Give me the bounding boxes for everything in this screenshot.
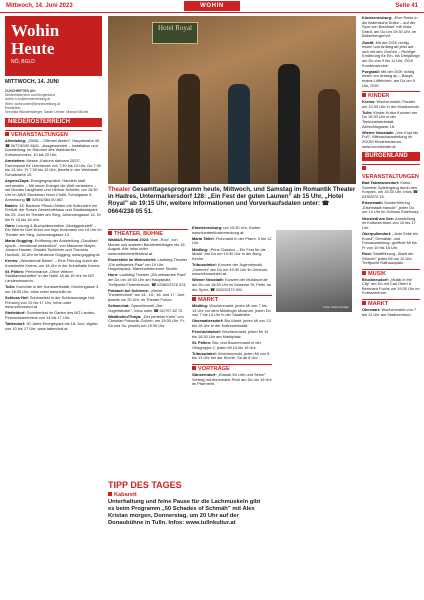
listing-entry xyxy=(362,111,420,129)
entry-text: „Eine Reise in die Italienische Kultur – auf der Spur von Buddhas” mit Viola Drarä, am Do um 19:30 Uhr, im Babenbergerhof. xyxy=(362,16,418,39)
entry-place: Tribuswinkel: xyxy=(192,350,217,356)
middle-column xyxy=(108,16,356,596)
contact-title: ZUSCHRIFTEN AN: xyxy=(5,89,36,93)
category-header xyxy=(362,164,420,181)
entry-text: Konzert der Musikschule am Do um 18:30 Uhr im Museum St. Peter an der Sperr, ☎ 02622/373 901. xyxy=(192,277,271,292)
listing-entry xyxy=(362,70,420,88)
entry-text: 30 Jahre Energiepark bis 18. Juni, täglich von 10 bis 17 Uhr, www.tattendorf.at. xyxy=(5,321,98,331)
left-column xyxy=(5,16,102,596)
entry-place: Wiener Neustadt: xyxy=(362,129,394,135)
square-icon xyxy=(362,271,366,275)
listing xyxy=(5,139,102,331)
section-label: WOHIN xyxy=(184,1,240,11)
entry-place: Allentsteig: xyxy=(5,138,27,144)
theater-photo xyxy=(108,16,356,184)
listing-entry xyxy=(362,41,420,69)
page-number: Seite 41 xyxy=(395,3,418,9)
entry-place: Oberwaltersdorf: xyxy=(192,318,224,324)
entry-text: Wochenmarkt-Theater um 10:30 Uhr in der Musikschule. xyxy=(362,99,420,109)
listing-entry xyxy=(108,289,188,303)
square-icon xyxy=(192,297,196,301)
listing-entry xyxy=(5,239,102,257)
entry-place: Wiener Neustadt: xyxy=(192,277,224,283)
entry-text: Flohmarkt in der Pfarre, 9 bis 12 Uhr. xyxy=(192,235,272,246)
category-label: VERANSTALTUNGEN xyxy=(11,132,68,139)
listing-entry xyxy=(5,159,102,177)
entry-text: Lesung & Buchpräsentation „Musiggedudelt” – Ein Wiener Dorf-Krimi von Inge Kutzmann um 19 Uhr im Theater am Steg, Johannesgasse 14. xyxy=(5,222,102,237)
entry-text: Kultur-Sommer-Spielergang durch den Kurpark, um 15:30 Uhr, Infos ☎ 03353/70 15. xyxy=(362,180,418,199)
contact-line: Wien: wohin.wien@kronenzeitung.at xyxy=(5,101,60,106)
listing-entry xyxy=(362,217,420,231)
listing xyxy=(192,304,272,361)
contact-line: Veronika Wundersberger, Sarah Lehner, Manuel Michel xyxy=(5,110,89,115)
listing-entry xyxy=(108,273,188,287)
tip-category-label: Kabarett xyxy=(114,492,137,498)
listing-entry xyxy=(362,252,420,266)
entry-text: „Der perfekte Kreis” von Christian Potocnik-Grüner, um 19:30 Uhr, Fr, Sa und So, jeweils um 19:30 Uhr. xyxy=(108,313,185,329)
listing-entry xyxy=(192,319,272,328)
entry-text: „Musik in the City” am Do mit Carl Oberl & Bernhard Fuchs um 19:30 Uhr im Kulturzentrum. xyxy=(362,276,420,296)
category-label: VORTRÄGE xyxy=(198,366,230,372)
actor-figure xyxy=(318,89,340,184)
entry-text: „Prinz Classico – Ein Fest für die Musik” am Do um 19:30 Uhr in der Burg-Kirche. xyxy=(192,246,266,261)
listing-entry xyxy=(5,204,102,222)
entry-text: Laufsteg-Theater „Ein seltsames Paar” am Do um 19:30 Uhr am Hauptplatz, Treffpunkt Florentineum, ☎ 02982/2376 374. xyxy=(108,272,187,287)
listing-entry xyxy=(108,238,188,256)
category-label: VERANSTALTUNGEN xyxy=(362,174,419,181)
listing-entry xyxy=(362,308,420,317)
listing xyxy=(362,100,420,149)
contact-line: Redaktion: xyxy=(5,105,22,110)
comedian-photo xyxy=(276,230,352,312)
actor-figure xyxy=(278,64,300,184)
entry-text: Sonderführung „Eisenstadt barockt”, jeden Do um 14 Uhr im Schloss Esterhazy. xyxy=(362,200,420,215)
entry-place: Eisenstadt: xyxy=(362,200,383,206)
listing-entry xyxy=(5,179,102,202)
masthead-logo xyxy=(5,16,102,76)
region-header: BURGENLAND xyxy=(362,152,420,161)
page-header xyxy=(0,0,424,13)
region-header: NIEDERÖSTERREICH xyxy=(5,118,102,127)
entry-text: Operettenzelt „Der Vogelhändler”, Infos unter ☎ 01/707 82 72. xyxy=(108,303,184,313)
entry-place: Mödling: xyxy=(192,246,209,252)
listing-entry xyxy=(5,270,102,284)
listing-entry xyxy=(5,311,102,320)
listing-entry xyxy=(108,258,188,272)
entry-text: Energiegespräch: Handeln statt verhandeln – Mit neuer Energie die Welt verändern – mit Monika Langthaler und Helmut Schüller, um 18:30 Uhr im AWS Stockerau Hoch Cridlit, Schulgasse 5, Anmeldung ☎ 02916/384 00 867. xyxy=(5,178,98,202)
entry-text: Stadtführung „Stadt der Störche” jeden Mi um 10 Uhr, Treffpunkt Rathausplatz. xyxy=(362,250,414,266)
entry-place: Krems: xyxy=(5,258,19,264)
entry-place: St. Pölten: xyxy=(192,340,212,346)
photo-credit: Foto: Julius Kristan xyxy=(323,305,349,310)
entry-text: 15. Badener Pflock-Gärten mit Kulturwien ein Freiluft, der Roses Gemeindehaus und Stadtwaldpark bis 25. Juni im Theater am Steg, Johannesgasse 14, Di bis Fr 16 bis 18 Uhr. xyxy=(5,202,101,222)
category-label: KINDER xyxy=(368,93,390,100)
entry-text: „Klassik für Leib und Seele”, Vortrag mit Annemarie Pricil am Do um 19 Uhr im Pfarrheim. xyxy=(192,372,272,387)
actor-figure xyxy=(178,74,200,184)
listing-entry xyxy=(192,341,272,350)
header-date: Mittwoch, 14. Juni 2023 xyxy=(6,3,73,9)
entry-place: Oberwart: xyxy=(362,307,381,313)
entry-text: Konzert der Jugendmusik „Sommer” am Do um 19:30 Uhr im Zentrum, www.tribuswinkel.at. xyxy=(192,261,269,277)
entry-text: Wochenmarkt, jeden Mi von 8 bis 13 Uhr bei der Kirche, Sa ab 8 Uhr. xyxy=(192,350,270,361)
entry-text: Bio- und Bauernmarkt in der Ortsgruppe 2, jeden Mi 15 bis 19 Uhr. xyxy=(192,340,262,350)
entry-place: Gars: xyxy=(5,222,16,228)
listing-entry xyxy=(5,139,102,157)
entry-place: Waidhofen/Thaya: xyxy=(108,313,142,319)
entry-text: „Von Kopf bis Fuß”, Mitmachausstellung im ZOOM Kindermuseum, www.zoomkinder.at. xyxy=(362,129,419,149)
contact-line: Niederösterreich und Burgenland xyxy=(5,93,55,98)
square-icon xyxy=(362,301,366,305)
category-label: MUSIK xyxy=(368,270,387,277)
lead-body: Gesamttagesprogramm heute, Mittwoch, und Samstag im Romantik Theater in Hadres, Untermarkersdorf 128: „Ein Fest der guten Launen” ab 15 Uhr, „Hotel Royal” ab 19:15 Uhr, weitere Informationen und Vorverkaufsdaten unter: ☎ 0664/238 05 51. xyxy=(108,186,356,215)
right-column xyxy=(362,16,420,596)
entry-place: Enzersfeld im Weinviertel: xyxy=(108,256,157,262)
entry-place: Perchtoldsdorf: xyxy=(192,329,221,335)
actor-figure xyxy=(128,94,150,184)
listing xyxy=(362,278,420,296)
entry-place: St. Pölten: xyxy=(5,268,25,274)
square-icon xyxy=(362,93,366,97)
entry-place: Bad Tatzmannsdorf: xyxy=(362,180,400,186)
lead-text xyxy=(108,186,356,215)
listing-entry xyxy=(5,259,102,268)
category-label: MARKT xyxy=(198,297,219,304)
entry-place: Tulln: xyxy=(362,109,373,115)
entry-place: Baden: xyxy=(5,202,19,208)
listing-entry xyxy=(362,16,420,39)
entry-place: Pürbach bei Schrems: xyxy=(108,287,150,293)
entry-place: Bruckneudorf: xyxy=(362,276,389,282)
listing-entry xyxy=(362,232,420,250)
lead-kicker: Theater xyxy=(108,186,131,193)
category-label: THEATER, BÜHNE xyxy=(114,231,163,237)
square-icon xyxy=(5,132,9,136)
listing xyxy=(362,181,420,265)
listing-entry xyxy=(108,315,188,329)
listing-entry xyxy=(192,248,272,262)
entry-place: Gänserndorf: xyxy=(192,372,217,377)
listing-entry xyxy=(192,373,272,387)
listing-entry xyxy=(5,224,102,238)
contact-box xyxy=(5,89,102,114)
entry-place: Rust: xyxy=(362,250,372,256)
listing-entry xyxy=(192,263,272,277)
entry-place: Stetteldorf: xyxy=(5,310,26,316)
listing-entry xyxy=(5,296,102,310)
entry-text: Performance „Ohne Wiener Stadtlandschaften” in der Halle 18 ab 19 Uhr im NÖ Landesmuseum. xyxy=(5,268,94,283)
square-icon xyxy=(108,231,112,235)
listing xyxy=(362,308,420,317)
entry-text: Ausstellung im Kulturzentrum von 10 bis 17 Uhr. xyxy=(362,215,416,230)
hotel-sign: Hotel Royal xyxy=(152,22,198,44)
entry-place: Horn: xyxy=(108,272,119,278)
entry-place: Schwechat: xyxy=(108,303,130,309)
entry-place: Wald4/4-Festival 2023: xyxy=(108,237,150,242)
listing-entry xyxy=(362,100,420,109)
listing-entry xyxy=(192,330,272,339)
column-b xyxy=(192,226,272,596)
entry-place: Tulln: xyxy=(5,284,16,290)
entry-text: Wochenmarkt, jeden Mi von 7 bis 13 Uhr vor dem Mödlinger Museum, jeden Do von 7 bis 13 Uhr in der Stadtmitte. xyxy=(192,303,271,318)
entry-text: Laufsteg-Theater „Ein seltsames Paar” um 19 Uhr, Hoppelsplatz, Mannhartsbrunner Straße. xyxy=(108,256,188,272)
listing-entry xyxy=(5,285,102,294)
column-a xyxy=(108,226,188,596)
tip-title: TIPP DES TAGES xyxy=(108,480,182,490)
entry-text: Wochenmarkt von 7 bis 12 Uhr am Stadtzentrum. xyxy=(362,307,417,317)
entry-text: „Kleine Theaterbühne” am 14., 15., 16. und 17. Juni, jeweils um 20 Uhr, im Theater Forum. xyxy=(108,287,185,302)
listing xyxy=(192,373,272,387)
entry-text: Messe „Kartons dahoam 2023”, Fachmesse für Lehrberufe von 7:30 bis 13 Uhr, Do 7:30 bis 13 Uhr, Fr 7:30 bis 13 Uhr, jeweils in der Werkstatt, Schulstraße 15. xyxy=(5,158,102,177)
entry-place: Maria Gugging: xyxy=(5,238,34,244)
entry-text: Bio-Markt, jeden Mi von 13 bis 18 Uhr in der Kulturwerkstatt. xyxy=(192,318,271,329)
square-icon xyxy=(192,366,196,370)
column-c xyxy=(276,226,356,596)
listing xyxy=(362,16,420,88)
listing-entry xyxy=(192,226,272,235)
listing-entry xyxy=(192,352,272,361)
tip-text: Unterhaltung und feine Pause für die Lachmuskeln gibt es beim Programm „50 Schades of Schmäh” mit Alex Kristan morgen, Donnerstag, um 20 Uhr auf der Donaubühne in Tulln. Infos: www.tullnkultur.at xyxy=(108,499,261,526)
entry-text: „Wandernde Bären” – Eine Führung durch die Kunstmeile Krems, um 18 Uhr in der Kunsthalle Krems. xyxy=(5,258,101,268)
tip-of-the-day xyxy=(108,480,356,527)
entry-place: Klosterneuburg: xyxy=(192,226,223,230)
square-icon xyxy=(108,492,112,496)
entry-place: Amstetten: xyxy=(5,158,26,164)
listing-entry xyxy=(362,181,420,199)
entry-text: Komödie in der Kunstwerkstatt, Kirchengasse 3, um 18:30 Uhr, Infos unter www.tulln.at. xyxy=(5,284,100,294)
listing-entry xyxy=(362,131,420,149)
entry-text: Mit der ÖGK richtig essen vor Anfang an – Babys erstes Löffelchen, am Do um 9 Uhr, ÖGK. xyxy=(362,68,415,88)
tip-category xyxy=(108,491,356,499)
entry-place: Zwettl: xyxy=(362,39,375,45)
contact-line: wohin.n-bu@kronenzeitung.at xyxy=(5,97,51,102)
masthead-tag: NÖ, BGLD xyxy=(11,59,35,65)
entry-place: Tattendorf: xyxy=(5,321,26,327)
listing xyxy=(108,238,188,329)
entry-place: Neusiedl am See: xyxy=(362,215,395,221)
entry-text: Wochenmarkt, jeden Mi 14 bis 18:30 Uhr am Marktplatz. xyxy=(192,329,269,339)
entry-place: Purgstall: xyxy=(362,68,380,74)
masthead-line1: Wohin xyxy=(11,21,60,40)
entry-text: um 19:30 Uhr, Karten: www.theaterklosterneuburg.at. xyxy=(192,226,262,235)
listing-entry xyxy=(362,201,420,215)
entry-text: Schlossfest in der Schlossanlage Hof, Führung von 10 bis 17 Uhr, Infos unter www.schlosshof.at. xyxy=(5,294,96,310)
category-label: MARKT xyxy=(368,301,389,308)
entry-place: Oberpullendorf: xyxy=(362,230,392,236)
entry-text: „Jede Ecke ein Kunst”, Gemälde- und Fotoausstellung, geöffnet Mi bis Fr von 10 bis 16 Uhr. xyxy=(362,230,419,250)
entry-place: Mödling: xyxy=(192,303,209,309)
entry-text: Sommerfest im Garten des NÖ Landes-Pensionistenheims von 14 bis 17 Uhr. xyxy=(5,310,96,320)
entry-text: Mit der ÖGK richtig essen und Anfang ab jetzt auf sich mit den Großen – Richtige Ernährung für Ein- bis Dreijährige am Do von 9 bis 11 Uhr, ÖGK Kundenservice. xyxy=(362,39,420,68)
masthead-date: MITTWOCH, 14. JUNI xyxy=(5,79,59,85)
entry-place: Maria Taferl: xyxy=(192,235,215,241)
listing-entry xyxy=(192,304,272,318)
listing-entry xyxy=(108,304,188,313)
entry-place: Tribuswinkel: xyxy=(192,261,217,267)
entry-place: Aspern/Zaya: xyxy=(5,178,30,184)
entry-text: „ZWAL – Offenes Atelier”, Hauptstraße 40, ☎ 0677/6190 8641. „Ausgewandert – Installation und Ausstellung, im Rahmen des Waldviertler Kultursommers, 10 bis 20 Uhr. xyxy=(5,138,101,157)
entry-text: Eröffnung der Ausstellung „Gaudirad sports – emotional wesentlich”, von Marianne Mayer, Johann Hauser, Oswald Tschirtner und Theresia Hochnik, 16 Uhr im Museum Gugging, www.gugging.at. xyxy=(5,238,101,257)
entry-text: Kinder-Kultur Konzert am Do 15:30 Uhr in der Tenkunstwerkstatt, Albrechtsgasse 18. xyxy=(362,109,418,129)
entry-text: Vom „Roo”, von Moose und anderen Bandenfeldtagen bis 15. August. Alle Infos unter www.waldviertelfestival.at. xyxy=(108,237,186,256)
sub-columns xyxy=(108,226,356,596)
masthead-line2: Heute xyxy=(11,39,55,58)
actor-figure xyxy=(228,84,250,184)
entry-place: Schloss Hof: xyxy=(5,294,29,300)
entry-place: Klosterneuburg: xyxy=(362,16,393,20)
listing-entry xyxy=(192,278,272,292)
square-icon xyxy=(362,166,366,170)
listing xyxy=(192,226,272,292)
listing-entry xyxy=(5,322,102,331)
listing-entry xyxy=(362,278,420,296)
listing-entry xyxy=(192,237,272,246)
entry-place: Krems: xyxy=(362,99,376,105)
